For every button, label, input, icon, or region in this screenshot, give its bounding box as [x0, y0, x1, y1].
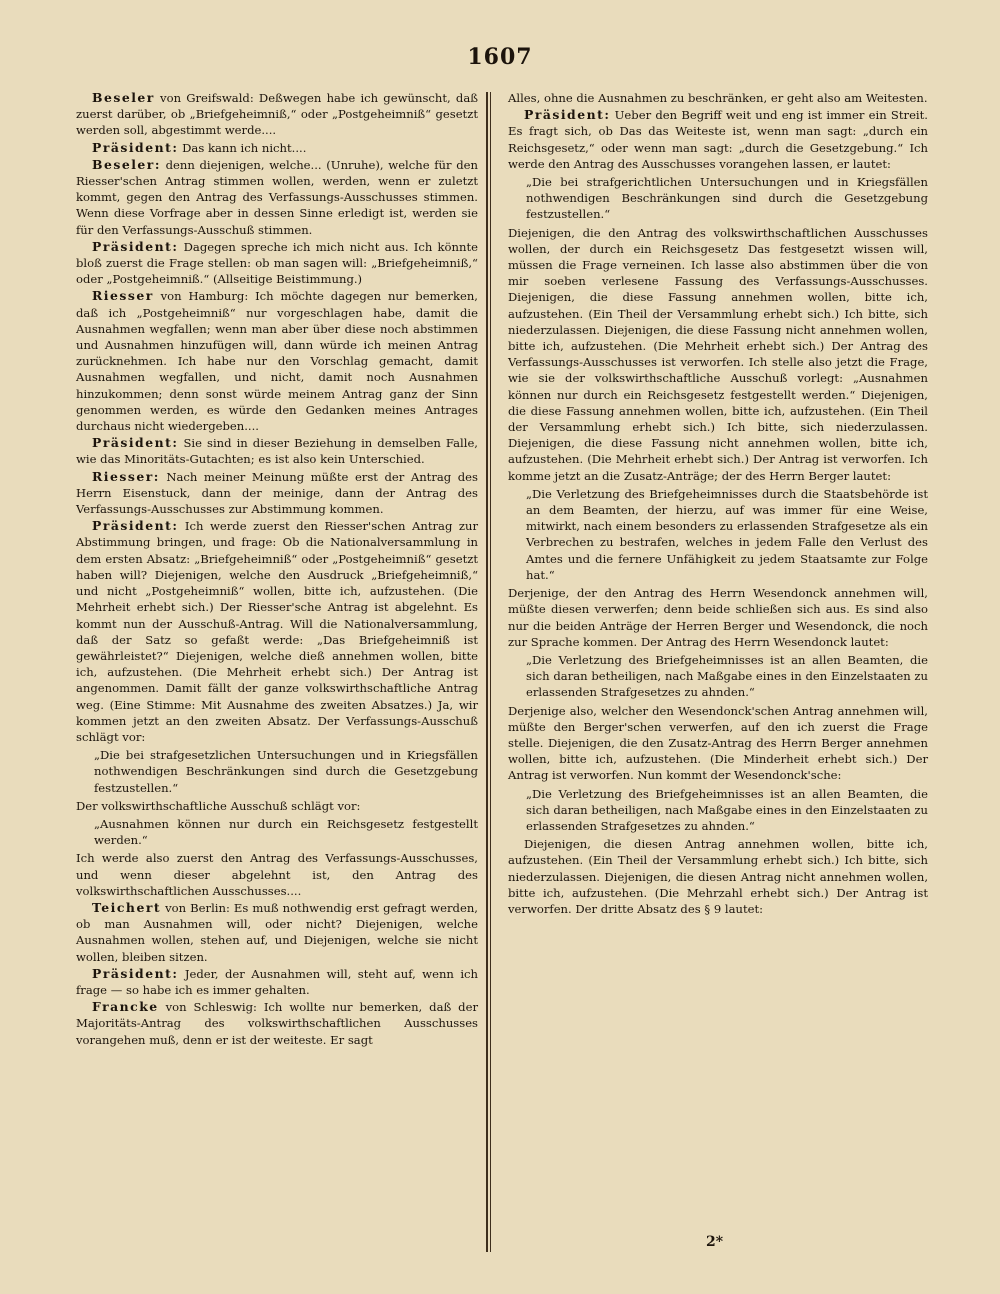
- speaker-name: Präsident:: [92, 518, 179, 534]
- speech-paragraph: [508, 107, 928, 172]
- continued-paragraph: Derjenige also, welcher den Wesendonck'schen Antrag annehmen will, müßte den Berger'schen verwerfen, auf den ich zuerst die Frage stelle. Diejenigen, die den Zusatz-Antrag des Herrn Berger annehmen wollen, bitte ich, aufzustehen. (Die Minderheit erhebt sich.) Der Antrag ist verworfen. Nun kommt der Wesendonck'sche:: [508, 703, 928, 783]
- speech-text: Jeder, der Ausnahmen will, steht auf, wenn ich frage — so habe ich es immer gehalten.: [76, 966, 478, 997]
- speaker-name: Präsident:: [92, 238, 179, 254]
- continued-paragraph: Der volkswirthschaftliche Ausschuß schlägt vor:: [76, 798, 361, 813]
- speech-text: Ich werde zuerst den Riesser'schen Antrag zur Abstimmung bringen, und frage: Ob die Nationalversammlung in dem ersten Absatz: „Briefgeheimniß“ oder „Postgeheimniß“ gesetzt haben will? Diejenigen, welche den Ausdruck „Briefgeheimniß,“ und nicht „Postgeheimniß“ wollen, bitte ich, aufzustehen. (Die Mehrheit erhebt sich.) Der Riesser'sche Antrag ist abgelehnt. Es kommt nun der Ausschuß-Antrag. Will die Nationalversammlung, daß der Satz so gefaßt werde: „Das Briefgeheimniß ist gewährleistet?“ Diejenigen, welche dieß annehmen wollen, bitte ich, aufzustehen. (Die Mehrheit erhebt sich.) Der Antrag ist angenommen. Damit fällt der ganze volkswirthschaftliche Antrag weg. (Eine Stimme: Mit Ausnahme des zweiten Absatzes.) Ja, wir kommen jetzt an den zweiten Absatz. Der Verfassungs-Ausschuß schlägt vor:: [76, 519, 478, 744]
- speaker-name: Beseler:: [92, 156, 161, 172]
- speaker-name: Beseler: [92, 90, 155, 105]
- speaker-name: Präsident:: [92, 139, 179, 155]
- speaker-name: Francke: [92, 999, 159, 1015]
- speech-paragraph: [76, 518, 478, 745]
- quoted-motion: „Die Verletzung des Briefgeheimnisses ist an allen Beamten, die sich daran betheiligen, nach Maßgabe eines in den Einzelstaaten zu erlassenden Strafgesetzes zu ahnden.“: [526, 786, 928, 833]
- speaker-name: Präsident:: [92, 965, 179, 981]
- speech-text: von Hamburg: Ich möchte dagegen nur bemerken, daß ich „Postgeheimniß“ nur vorgeschlagen habe, damit die Ausnahmen wegfallen; wenn man aber über diese noch abstimmen und Ausnahmen hinzufügen will, dann würde ich meinen Antrag zurücknehmen. Ich habe nur den Vorschlag gemacht, damit Ausnahmen wegfallen, und nicht, damit noch Ausnahmen hinzukommen; denn sonst würde meinem Antrag ganz der Sinn genommen werden, es würde den Gedanken meines Antrages durchaus nicht wiedergeben....: [76, 289, 478, 434]
- speech-paragraph: [76, 157, 478, 238]
- speech-text: von Greifswald: Deßwegen habe ich gewünscht, daß zuerst darüber, ob „Briefgeheimniß,“ oder „Postgeheimniß“ gesetzt werden soll, abgestimmt werde....: [76, 91, 478, 138]
- continued-paragraph: Diejenigen, die den Antrag des volkswirthschaftlichen Ausschusses wollen, der durch ein Reichsgesetz Das festgesetzt wissen will, müssen die Frage verneinen. Ich lasse also abstimmen über die von mir soeben verlesene Fassung des Verfassungs-Ausschusses. Diejenigen, die diese Fassung annehmen wollen, bitte ich, aufzustehen. (Ein Theil der Versammlung erhebt sich.) Ich bitte, sich niederzulassen. Diejenigen, die diese Fassung nicht annehmen wollen, bitte ich, aufzustehen. (Die Mehrheit erhebt sich.) Der Antrag des Verfassungs-Ausschusses ist verworfen. Ich stelle also jetzt die Frage, wie sie der volkswirthschaftliche Ausschuß vorlegt: „Ausnahmen können nur durch ein Reichsgesetz festgestellt werden.“ Diejenigen, die diese Fassung annehmen wollen, bitte ich, aufzustehen. (Ein Theil der Versammlung erhebt sich.) Ich bitte, sich niederzulassen. Diejenigen, die diese Fassung nicht annehmen wollen, bitte ich, aufzustehen. (Die Mehrheit erhebt sich.) Der Antrag ist verworfen. Ich komme jetzt an die Zusatz-Anträge; der des Herrn Berger lautet:: [508, 225, 928, 483]
- speech-text: von Berlin: Es muß nothwendig erst gefragt werden, ob man Ausnahmen will, oder nicht? Diejenigen, welche Ausnahmen wollen, stehen auf, und Diejenigen, welche sie nicht wollen, bleiben sitzen.: [76, 900, 478, 964]
- speech-text: Sie sind in dieser Beziehung in demselben Falle, wie das Minoritäts-Gutachten; es ist also kein Unterschied.: [76, 436, 478, 467]
- column-divider: [486, 92, 488, 1252]
- continued-paragraph: Alles, ohne die Ausnahmen zu beschränken, er geht also am Weitesten.: [508, 91, 928, 105]
- speaker-name: Riesser: [92, 288, 154, 304]
- speaker-name: Teichert: [92, 899, 162, 915]
- speech-paragraph: [76, 239, 478, 288]
- speech-paragraph: [76, 435, 478, 467]
- page-number: 1607: [467, 44, 533, 70]
- speech-text: Ueber den Begriff weit und eng ist immer ein Streit. Es fragt sich, ob Das das Weiteste ist, wenn man sagt: „durch ein Reichsgesetz,“ oder wenn man sagt: „durch die Gesetzgebung.“ Ich werde den Antrag des Ausschusses vorangehen lassen, er lautet:: [508, 108, 928, 171]
- speech-paragraph: [76, 90, 478, 139]
- quoted-motion: „Die bei strafgerichtlichen Untersuchungen und in Kriegsfällen nothwendigen Beschränkungen sind durch die Gesetzgebung festzustellen.“: [526, 175, 928, 222]
- right-column: [508, 90, 928, 918]
- speech-paragraph: [76, 469, 478, 518]
- quoted-motion: „Die Verletzung des Briefgeheimnisses ist an allen Beamten, die sich daran betheiligen, nach Maßgabe eines in den Einzelstaaten zu erlassenden Strafgesetzes zu ahnden.“: [526, 652, 928, 700]
- speech-paragraph: [76, 288, 478, 434]
- speech-paragraph: [76, 999, 478, 1048]
- speaker-name: Präsident:: [524, 107, 611, 123]
- left-column: [76, 90, 478, 1049]
- speech-text: Dagegen spreche ich mich nicht aus. Ich könnte bloß zuerst die Frage stellen: ob man sagen will: „Briefgeheimniß,“ oder „Postgeheimniß.“ (Allseitige Beistimmung.): [76, 239, 478, 287]
- speech-paragraph: [76, 140, 478, 156]
- speech-paragraph: [76, 966, 478, 998]
- quoted-motion: „Die bei strafgesetzlichen Untersuchungen und in Kriegsfällen nothwendigen Beschränkungen sind durch die Gesetzgebung festzustellen.“: [94, 748, 478, 795]
- speech-text: denn diejenigen, welche... (Unruhe), welche für den Riesser'schen Antrag stimmen wollen, werden, wenn er zuletzt kommt, gegen den Antrag des Verfassungs-Ausschusses stimmen. Wenn diese Vorfrage aber in dessen Sinne erledigt ist, werden sie für den Verfassungs-Ausschuß stimmen.: [76, 157, 478, 237]
- speech-text: Das kann ich nicht....: [178, 140, 307, 155]
- quoted-motion: „Die Verletzung des Briefgeheimnisses durch die Staatsbehörde ist an dem Beamten, der hierzu, auf was immer für eine Weise, mitwirkt, nach einem besonders zu erlassenden Strafgesetze als ein Verbrechen zu bestrafen, welches in jedem Falle den Verlust des Amtes und die fernere Unfähigkeit zu jedem Staatsamte zur Folge hat.“: [526, 486, 928, 582]
- continued-paragraph: Derjenige, der den Antrag des Herrn Wesendonck annehmen will, müßte diesen verwerfen; denn beide schließen sich aus. Es sind also nur die beiden Anträge der Herren Berger und Wesendonck, die noch zur Sprache kommen. Der Antrag des Herrn Wesendonck lautet:: [508, 586, 928, 649]
- column-divider-inner: [490, 92, 491, 1252]
- speech-text: Nach meiner Meinung müßte erst der Antrag des Herrn Eisenstuck, dann der meinige, dann der Antrag des Verfassungs-Ausschusses zur Abstimmung kommen.: [76, 469, 478, 517]
- speech-text: von Schleswig: Ich wollte nur bemerken, daß der Majoritäts-Antrag des volkswirthschaftlichen Ausschusses vorangehen muß, denn er ist der weiteste. Er sagt: [76, 1000, 478, 1047]
- quoted-motion: „Ausnahmen können nur durch ein Reichsgesetz festgestellt werden.“: [94, 816, 478, 848]
- signature-mark: 2*: [706, 1234, 724, 1250]
- speaker-name: Riesser:: [92, 468, 160, 484]
- continued-paragraph: Ich werde also zuerst den Antrag des Verfassungs-Ausschusses, und wenn dieser abgelehnt ist, den Antrag des volkswirthschaftlichen Ausschusses....: [76, 851, 478, 898]
- speaker-name: Präsident:: [92, 435, 179, 451]
- speech-paragraph: [76, 900, 478, 965]
- paragraph: Diejenigen, die diesen Antrag annehmen wollen, bitte ich, aufzustehen. (Ein Theil der Versammlung erhebt sich.) Ich bitte, sich niederzulassen. Diejenigen, die diesen Antrag nicht annehmen wollen, bitte ich, aufzustehen. (Die Mehrzahl erhebt sich.) Der Antrag ist verworfen. Der dritte Absatz des § 9 lautet:: [508, 837, 928, 916]
